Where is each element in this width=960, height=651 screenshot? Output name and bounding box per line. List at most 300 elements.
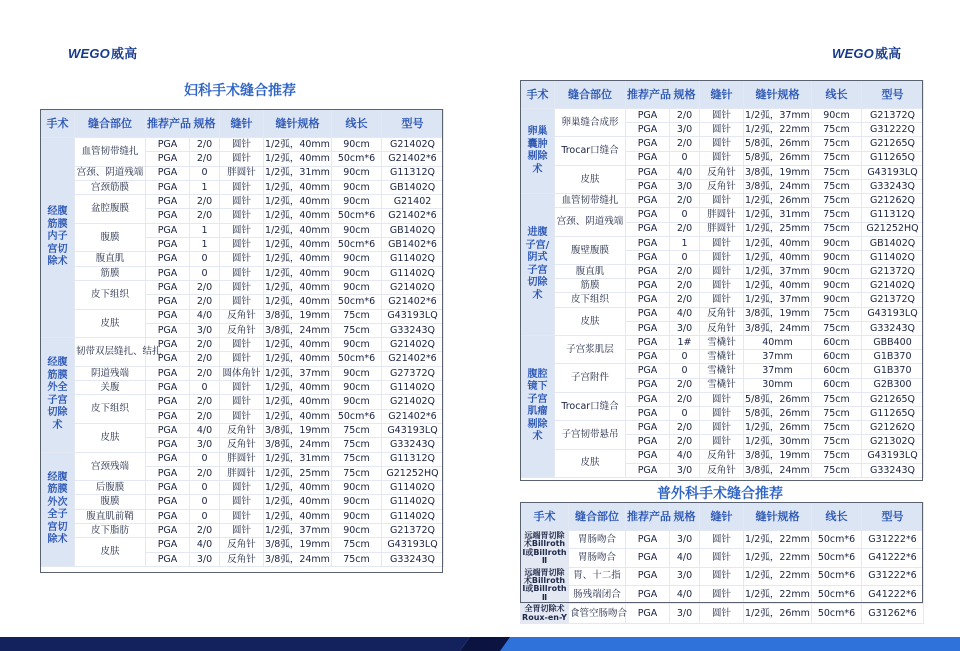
cell-needle-spec: 1/2弧，22mm bbox=[744, 567, 812, 585]
cell-site: 皮下组织 bbox=[75, 395, 146, 424]
cell-size: 0 bbox=[190, 266, 220, 280]
cell-needle: 圆针 bbox=[220, 509, 264, 523]
cell-needle: 雪橇针 bbox=[700, 364, 744, 378]
cell-size: 2/0 bbox=[670, 194, 700, 208]
cell-length: 90cm bbox=[332, 166, 382, 180]
cell-needle: 圆针 bbox=[220, 409, 264, 423]
cell-needle: 反角针 bbox=[700, 449, 744, 463]
cell-model: G21402*6 bbox=[382, 409, 444, 423]
cell-needle-spec: 1/2弧，30mm bbox=[745, 436, 810, 448]
cell-site: 腹直肌 bbox=[555, 265, 626, 279]
col-header: 缝针规格 bbox=[744, 81, 812, 109]
cell-needle-spec: 1/2弧，40mm bbox=[265, 353, 330, 365]
cell-size: 3/0 bbox=[670, 604, 700, 624]
cell-needle-spec: 1/2弧，40mm bbox=[265, 138, 330, 150]
cell-model: G11312Q bbox=[382, 452, 444, 466]
cell-product: PGA bbox=[146, 366, 190, 380]
cell-model: G21402Q bbox=[862, 279, 924, 293]
cell-product: PGA bbox=[626, 406, 670, 420]
cell-product: PGA bbox=[626, 151, 670, 165]
cell-length: 75cm bbox=[812, 208, 862, 222]
cell-size: 2/0 bbox=[670, 392, 700, 406]
cell-site: 胃、十二指 bbox=[569, 567, 626, 585]
col-header: 规格 bbox=[190, 110, 220, 138]
cell-product: PGA bbox=[146, 466, 190, 480]
cell-product: PGA bbox=[626, 350, 670, 364]
cell-needle: 圆针 bbox=[700, 293, 744, 307]
cell-size: 4/0 bbox=[670, 165, 700, 179]
cell-size: 2/0 bbox=[190, 295, 220, 309]
cell-model: G21402*6 bbox=[382, 352, 444, 366]
general-surgery-title: 普外科手术缝合推荐 bbox=[657, 486, 783, 502]
surgery-name: 卵巢囊肿剔除术 bbox=[521, 109, 555, 194]
cell-size: 2/0 bbox=[670, 137, 700, 151]
cell-size: 3/0 bbox=[670, 123, 700, 137]
cell-needle-spec: 1/2弧，40mm bbox=[265, 396, 330, 408]
cell-site: 皮下脂肪 bbox=[75, 524, 146, 538]
cell-site: 皮下组织 bbox=[75, 280, 146, 309]
cell-size: 2/0 bbox=[190, 352, 220, 366]
cell-needle-spec: 3/8弧，24mm bbox=[265, 439, 330, 451]
cell-site: 皮肤 bbox=[555, 449, 626, 477]
cell-product: PGA bbox=[626, 222, 670, 236]
cell-length: 90cm bbox=[332, 395, 382, 409]
cell-needle-spec: 1/2弧，22mm bbox=[744, 549, 812, 567]
cell-needle-spec: 1/2弧，22mm bbox=[744, 585, 812, 603]
cell-model: GBB400 bbox=[862, 336, 924, 350]
cell-length: 90cm bbox=[812, 250, 862, 264]
cell-size: 2/0 bbox=[670, 293, 700, 307]
cell-needle: 圆针 bbox=[220, 524, 264, 538]
gynecology-title: 妇科手术缝合推荐 bbox=[184, 83, 296, 99]
cell-needle: 圆针 bbox=[220, 338, 264, 352]
cell-site: 腹直肌前鞘 bbox=[75, 509, 146, 523]
cell-length: 90cm bbox=[332, 366, 382, 380]
cell-length: 90cm bbox=[332, 495, 382, 509]
cell-needle-spec: 3/8弧，19mm bbox=[745, 166, 810, 178]
cell-length: 50cm*6 bbox=[332, 352, 382, 366]
cell-site: 筋膜 bbox=[555, 279, 626, 293]
cell-product: PGA bbox=[146, 552, 190, 566]
cell-length: 75cm bbox=[332, 466, 382, 480]
cell-needle: 圆针 bbox=[220, 495, 264, 509]
cell-model: G21402Q bbox=[382, 280, 444, 294]
cell-site: Trocar口缝合 bbox=[555, 137, 626, 165]
cell-site: 筋膜 bbox=[75, 266, 146, 280]
cell-product: PGA bbox=[626, 208, 670, 222]
col-header: 线长 bbox=[812, 503, 862, 531]
cell-product: PGA bbox=[146, 352, 190, 366]
cell-needle: 胖圆针 bbox=[700, 208, 744, 222]
col-header: 型号 bbox=[862, 503, 924, 531]
cell-needle-spec: 1/2弧，40mm bbox=[265, 496, 330, 508]
cell-site: 血管韧带缝扎 bbox=[75, 138, 146, 167]
cell-size: 0 bbox=[190, 252, 220, 266]
cell-needle: 反角针 bbox=[220, 323, 264, 337]
cell-needle-spec: 3/8弧，19mm bbox=[265, 539, 330, 551]
cell-needle: 圆针 bbox=[220, 295, 264, 309]
cell-product: PGA bbox=[146, 381, 190, 395]
cell-length: 90cm bbox=[332, 381, 382, 395]
cell-length: 75cm bbox=[812, 307, 862, 321]
cell-size: 2/0 bbox=[190, 524, 220, 538]
cell-size: 1# bbox=[670, 336, 700, 350]
cell-length: 75cm bbox=[812, 392, 862, 406]
cell-needle: 圆针 bbox=[220, 481, 264, 495]
cell-needle-spec: 1/2弧，40mm bbox=[265, 181, 330, 193]
cell-site: 皮肤 bbox=[555, 165, 626, 193]
cell-product: PGA bbox=[146, 438, 190, 452]
cell-product: PGA bbox=[626, 179, 670, 193]
cell-product: PGA bbox=[146, 180, 190, 194]
cell-product: PGA bbox=[146, 409, 190, 423]
cell-needle: 反角针 bbox=[700, 165, 744, 179]
surgery-name: 远端胃切除术Billroth Ⅰ或Billroth Ⅱ bbox=[522, 531, 567, 566]
cell-needle: 反角针 bbox=[700, 321, 744, 335]
cell-length: 50cm*6 bbox=[812, 585, 862, 603]
cell-model: G11312Q bbox=[382, 166, 444, 180]
cell-length: 90cm bbox=[812, 265, 862, 279]
cell-site: 皮肤 bbox=[555, 307, 626, 335]
cell-size: 2/0 bbox=[190, 152, 220, 166]
cell-length: 75cm bbox=[812, 435, 862, 449]
cell-length: 75cm bbox=[812, 123, 862, 137]
cell-length: 50cm*6 bbox=[812, 531, 862, 549]
col-header: 型号 bbox=[382, 110, 444, 138]
cell-model: G11265Q bbox=[862, 406, 924, 420]
cell-model: G43193LQ bbox=[382, 309, 444, 323]
cell-size: 3/0 bbox=[670, 531, 700, 549]
cell-product: PGA bbox=[146, 238, 190, 252]
cell-size: 4/0 bbox=[670, 549, 700, 567]
cell-needle: 圆针 bbox=[220, 209, 264, 223]
cell-model: G21265Q bbox=[862, 137, 924, 151]
col-header: 缝针 bbox=[700, 81, 744, 109]
cell-site: 后腹膜 bbox=[75, 481, 146, 495]
cell-model: G21262Q bbox=[862, 194, 924, 208]
cell-model: G11265Q bbox=[862, 151, 924, 165]
cell-needle-spec: 3/8弧，24mm bbox=[745, 180, 810, 192]
cell-product: PGA bbox=[626, 265, 670, 279]
cell-model: G11402Q bbox=[382, 509, 444, 523]
cell-needle: 反角针 bbox=[220, 552, 264, 566]
cell-model: G11402Q bbox=[382, 481, 444, 495]
cell-site: 腹膜 bbox=[75, 495, 146, 509]
cell-length: 75cm bbox=[332, 452, 382, 466]
cell-product: PGA bbox=[146, 152, 190, 166]
cell-model: G43193LQ bbox=[382, 538, 444, 552]
cell-needle: 圆体角针 bbox=[220, 366, 264, 380]
cell-length: 90cm bbox=[332, 223, 382, 237]
cell-size: 4/0 bbox=[190, 538, 220, 552]
cell-length: 75cm bbox=[332, 309, 382, 323]
cell-model: G21402*6 bbox=[382, 209, 444, 223]
cell-size: 1 bbox=[190, 238, 220, 252]
cell-product: PGA bbox=[626, 165, 670, 179]
cell-length: 90cm bbox=[332, 138, 382, 152]
cell-needle: 圆针 bbox=[220, 180, 264, 194]
cell-length: 50cm*6 bbox=[812, 549, 862, 567]
cell-model: G21372Q bbox=[862, 109, 924, 123]
cell-product: PGA bbox=[146, 423, 190, 437]
col-header: 手术 bbox=[521, 81, 555, 109]
cell-model: G11402Q bbox=[382, 495, 444, 509]
cell-length: 50cm*6 bbox=[332, 152, 382, 166]
cell-length: 75cm bbox=[812, 194, 862, 208]
cell-site: 肠残端闭合 bbox=[569, 585, 626, 603]
cell-product: PGA bbox=[146, 509, 190, 523]
cell-needle: 反角针 bbox=[700, 307, 744, 321]
cell-length: 50cm*6 bbox=[812, 567, 862, 585]
cell-model: G11402Q bbox=[862, 250, 924, 264]
cell-size: 0 bbox=[190, 166, 220, 180]
cell-product: PGA bbox=[146, 323, 190, 337]
cell-needle-spec: 3/8弧，24mm bbox=[265, 324, 330, 336]
cell-model: G21402Q bbox=[382, 395, 444, 409]
cell-needle-spec: 1/2弧，31mm bbox=[265, 453, 330, 465]
cell-needle: 反角针 bbox=[220, 309, 264, 323]
cell-size: 2/0 bbox=[190, 280, 220, 294]
cell-size: 4/0 bbox=[670, 449, 700, 463]
cell-model: G21402Q bbox=[382, 138, 444, 152]
col-header: 缝针 bbox=[220, 110, 264, 138]
col-header: 推荐产品 bbox=[626, 503, 670, 531]
cell-product: PGA bbox=[626, 279, 670, 293]
cell-needle-spec: 1/2弧，40mm bbox=[265, 253, 330, 265]
cell-needle-spec: 1/2弧，40mm bbox=[265, 339, 330, 351]
cell-model: G21402*6 bbox=[382, 152, 444, 166]
cell-length: 75cm bbox=[812, 449, 862, 463]
cell-size: 0 bbox=[670, 364, 700, 378]
col-header: 规格 bbox=[670, 81, 700, 109]
cell-length: 90cm bbox=[332, 338, 382, 352]
cell-product: PGA bbox=[626, 236, 670, 250]
cell-product: PGA bbox=[626, 604, 670, 624]
cell-size: 2/0 bbox=[670, 435, 700, 449]
cell-size: 2/0 bbox=[190, 395, 220, 409]
cell-needle-spec: 3/8弧，24mm bbox=[265, 553, 330, 565]
cell-size: 3/0 bbox=[670, 567, 700, 585]
cell-product: PGA bbox=[626, 585, 670, 603]
cell-model: G27372Q bbox=[382, 366, 444, 380]
cell-product: PGA bbox=[626, 293, 670, 307]
cell-length: 50cm*6 bbox=[332, 209, 382, 223]
cell-needle-spec: 5/8弧，26mm bbox=[745, 152, 810, 164]
cell-length: 75cm bbox=[332, 423, 382, 437]
cell-needle-spec: 3/8弧，24mm bbox=[745, 322, 810, 334]
cell-needle: 反角针 bbox=[220, 438, 264, 452]
cell-product: PGA bbox=[626, 137, 670, 151]
cell-size: 4/0 bbox=[190, 309, 220, 323]
cell-size: 0 bbox=[190, 509, 220, 523]
cell-length: 90cm bbox=[332, 280, 382, 294]
cell-product: PGA bbox=[146, 252, 190, 266]
cell-needle: 圆针 bbox=[700, 585, 744, 603]
cell-length: 75cm bbox=[332, 323, 382, 337]
cell-needle-spec: 1/2弧，40mm bbox=[265, 281, 330, 293]
cell-length: 75cm bbox=[812, 137, 862, 151]
cell-model: G43193LQ bbox=[862, 449, 924, 463]
cell-needle: 反角针 bbox=[220, 538, 264, 552]
cell-model: G21265Q bbox=[862, 392, 924, 406]
cell-needle-spec: 1/2弧，31mm bbox=[745, 209, 810, 221]
cell-needle: 圆针 bbox=[220, 252, 264, 266]
cell-size: 3/0 bbox=[670, 321, 700, 335]
cell-needle: 圆针 bbox=[700, 236, 744, 250]
cell-product: PGA bbox=[146, 280, 190, 294]
cell-product: PGA bbox=[626, 531, 670, 549]
cell-length: 90cm bbox=[332, 481, 382, 495]
cell-needle-spec: 1/2弧，26mm bbox=[745, 421, 810, 433]
cell-model: G33243Q bbox=[382, 438, 444, 452]
cell-needle: 圆针 bbox=[700, 421, 744, 435]
cell-needle-spec: 1/2弧，40mm bbox=[265, 224, 330, 236]
cell-model: G11402Q bbox=[382, 381, 444, 395]
col-header: 缝合部位 bbox=[569, 503, 626, 531]
cell-size: 0 bbox=[670, 406, 700, 420]
cell-product: PGA bbox=[146, 223, 190, 237]
surgery-name: 远端胃切除术Billroth Ⅰ或Billroth Ⅱ bbox=[522, 567, 567, 602]
cell-product: PGA bbox=[626, 378, 670, 392]
cell-length: 90cm bbox=[812, 293, 862, 307]
footer-band bbox=[0, 637, 960, 651]
cell-product: PGA bbox=[626, 392, 670, 406]
cell-model: G33243Q bbox=[862, 463, 924, 477]
cell-model: G43193LQ bbox=[382, 423, 444, 437]
cell-size: 2/0 bbox=[670, 378, 700, 392]
cell-product: PGA bbox=[146, 209, 190, 223]
cell-size: 2/0 bbox=[670, 222, 700, 236]
cell-model: G21402Q bbox=[382, 338, 444, 352]
cell-length: 60cm bbox=[812, 364, 862, 378]
cell-length: 75cm bbox=[812, 406, 862, 420]
cell-needle-spec: 3/8弧，19mm bbox=[745, 450, 810, 462]
cell-model: G43193LQ bbox=[862, 307, 924, 321]
cell-size: 0 bbox=[670, 250, 700, 264]
cell-site: 子宫浆肌层 bbox=[555, 336, 626, 364]
cell-needle-spec: 1/2弧，26mm bbox=[744, 604, 812, 624]
cell-needle: 胖圆针 bbox=[220, 466, 264, 480]
cell-model: G33243Q bbox=[382, 552, 444, 566]
cell-site: 皮下组织 bbox=[555, 293, 626, 307]
cell-size: 0 bbox=[190, 381, 220, 395]
cell-site: 子宫附件 bbox=[555, 364, 626, 392]
cell-size: 4/0 bbox=[670, 585, 700, 603]
cell-product: PGA bbox=[146, 295, 190, 309]
cell-size: 0 bbox=[190, 495, 220, 509]
col-header: 缝针规格 bbox=[264, 110, 332, 138]
cell-length: 75cm bbox=[332, 438, 382, 452]
cell-needle: 圆针 bbox=[220, 138, 264, 152]
col-header: 手术 bbox=[41, 110, 75, 138]
cell-length: 75cm bbox=[812, 321, 862, 335]
cell-needle: 圆针 bbox=[700, 549, 744, 567]
cell-needle-spec: 1/2弧，40mm bbox=[265, 153, 330, 165]
cell-size: 3/0 bbox=[670, 463, 700, 477]
cell-site: 韧带双层缝扎、结扎 bbox=[75, 338, 146, 367]
cell-length: 90cm bbox=[332, 180, 382, 194]
cell-needle-spec: 1/2弧，26mm bbox=[745, 194, 810, 206]
surgery-name: 全胃切除术Roux-en-Y bbox=[522, 604, 567, 622]
cell-site: 卵巢缝合成形 bbox=[555, 109, 626, 137]
cell-size: 1 bbox=[190, 223, 220, 237]
cell-site: 盆腔腹膜 bbox=[75, 195, 146, 224]
cell-size: 3/0 bbox=[190, 552, 220, 566]
cell-needle: 雪橇针 bbox=[700, 350, 744, 364]
cell-needle-spec: 3/8弧，19mm bbox=[265, 310, 330, 322]
cell-needle-spec: 1/2弧，25mm bbox=[265, 467, 330, 479]
cell-size: 1 bbox=[190, 180, 220, 194]
cell-product: PGA bbox=[146, 166, 190, 180]
cell-needle: 圆针 bbox=[700, 194, 744, 208]
cell-product: PGA bbox=[626, 421, 670, 435]
cell-size: 2/0 bbox=[190, 366, 220, 380]
cell-model: G41222*6 bbox=[862, 549, 924, 567]
cell-length: 90cm bbox=[332, 509, 382, 523]
cell-size: 3/0 bbox=[670, 179, 700, 193]
cell-site: Trocar口缝合 bbox=[555, 392, 626, 420]
cell-size: 4/0 bbox=[190, 423, 220, 437]
cell-size: 3/0 bbox=[190, 323, 220, 337]
cell-length: 90cm bbox=[812, 236, 862, 250]
cell-needle: 圆针 bbox=[700, 279, 744, 293]
table-row bbox=[521, 604, 924, 624]
brand-logo-right: WEGO威高 bbox=[832, 46, 902, 62]
cell-needle: 圆针 bbox=[700, 567, 744, 585]
cell-site: 胃肠吻合 bbox=[569, 531, 626, 549]
cell-model: G31222*6 bbox=[862, 531, 924, 549]
cell-needle-spec: 1/2弧，40mm bbox=[265, 238, 330, 250]
cell-length: 90cm bbox=[812, 279, 862, 293]
cell-product: PGA bbox=[146, 338, 190, 352]
cell-needle: 圆针 bbox=[220, 195, 264, 209]
cell-site: 腹直肌 bbox=[75, 252, 146, 266]
cell-model: GB1402*6 bbox=[382, 238, 444, 252]
cell-site: 宫颈、阴道残端 bbox=[75, 166, 146, 180]
cell-length: 90cm bbox=[332, 266, 382, 280]
cell-site: 腹膜 bbox=[75, 223, 146, 252]
cell-needle: 胖圆针 bbox=[220, 166, 264, 180]
cell-model: G31262*6 bbox=[862, 604, 924, 624]
cell-site: 关腹 bbox=[75, 381, 146, 395]
cell-size: 2/0 bbox=[670, 421, 700, 435]
cell-product: PGA bbox=[626, 549, 670, 567]
cell-needle-spec: 1/2弧，31mm bbox=[265, 167, 330, 179]
cell-needle: 圆针 bbox=[700, 604, 744, 624]
cell-length: 90cm bbox=[332, 195, 382, 209]
cell-model: G21252HQ bbox=[862, 222, 924, 236]
cell-length: 75cm bbox=[812, 222, 862, 236]
cell-product: PGA bbox=[626, 435, 670, 449]
cell-model: G21302Q bbox=[862, 435, 924, 449]
cell-site: 阴道残端 bbox=[75, 366, 146, 380]
cell-size: 0 bbox=[190, 481, 220, 495]
col-header: 缝针规格 bbox=[744, 503, 812, 531]
cell-needle: 圆针 bbox=[700, 109, 744, 123]
cell-needle: 胖圆针 bbox=[700, 222, 744, 236]
cell-length: 50cm*6 bbox=[812, 604, 862, 624]
cell-site: 皮肤 bbox=[75, 309, 146, 338]
left-table-frame bbox=[40, 109, 443, 573]
cell-length: 75cm bbox=[332, 538, 382, 552]
cell-needle-spec: 1/2弧，40mm bbox=[265, 410, 330, 422]
cell-model: GB1402Q bbox=[382, 223, 444, 237]
col-header: 缝合部位 bbox=[555, 81, 626, 109]
cell-size: 2/0 bbox=[190, 466, 220, 480]
cell-product: PGA bbox=[146, 481, 190, 495]
cell-site: 皮肤 bbox=[75, 538, 146, 567]
cell-product: PGA bbox=[626, 336, 670, 350]
